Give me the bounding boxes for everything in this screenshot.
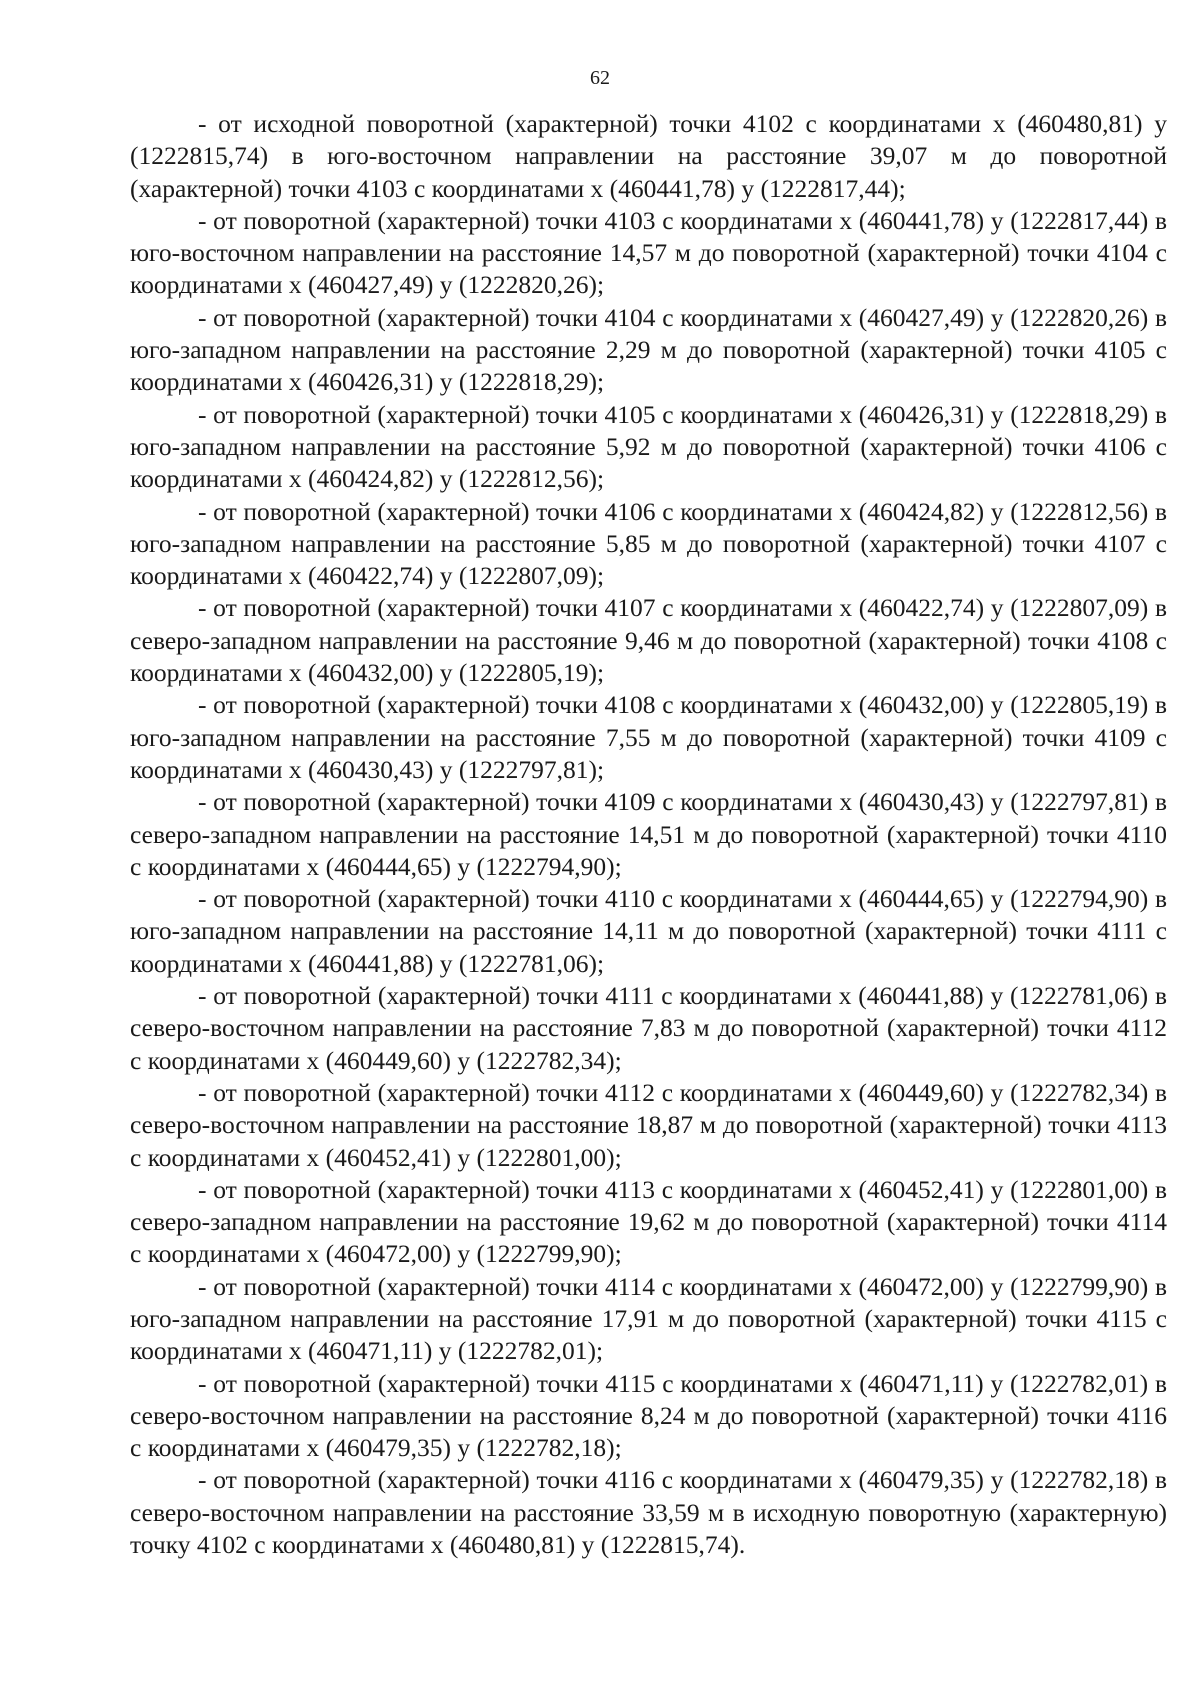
boundary-segment-paragraph: - от поворотной (характерной) точки 4111 с координатами х (460441,88) у (1222781,06) в северо-восточном направлении на расстояние 7,83 м до поворотной (характерной) точки 4112 с координатами х (460449,60) у (1222782,34); — [130, 981, 1167, 1075]
boundary-segment-paragraph: - от поворотной (характерной) точки 4109 с координатами х (460430,43) у (1222797,81) в северо-западном направлении на расстояние 14,51 м до поворотной (характерной) точки 4110 с координатами х (460444,65) у (1222794,90); — [130, 787, 1167, 881]
boundary-segment-paragraph: - от поворотной (характерной) точки 4114 с координатами х (460472,00) у (1222799,90) в юго-западном направлении на расстояние 17,91 м до поворотной (характерной) точки 4115 с координатами х (460471,11) у (1222782,01); — [130, 1271, 1167, 1366]
boundary-segment-paragraph: - от поворотной (характерной) точки 4106 с координатами х (460424,82) у (1222812,56) в юго-западном направлении на расстояние 5,85 м до поворотной (характерной) точки 4107 с координатами х (460422,74) у (1222807,09); — [130, 496, 1167, 591]
boundary-segment-paragraph-final: - от поворотной (характерной) точки 4116 с координатами х (460479,35) у (1222782,18) в северо-восточном направлении на расстояние 33,59 м в исходную поворотную (характерную) точку 4102 с координатами х (460480,81) у (1222815,74). — [130, 1465, 1167, 1560]
page-number: 62 — [590, 67, 610, 89]
document-body — [130, 108, 1167, 1561]
boundary-segment-paragraph: - от поворотной (характерной) точки 4103 с координатами х (460441,78) у (1222817,44) в юго-восточном направлении на расстояние 14,57 м до поворотной (характерной) точки 4104 с координатами х (460427,49) у (1222820,26); — [130, 205, 1167, 300]
boundary-segment-paragraph: - от поворотной (характерной) точки 4104 с координатами х (460427,49) у (1222820,26) в юго-западном направлении на расстояние 2,29 м до поворотной (характерной) точки 4105 с координатами х (460426,31) у (1222818,29); — [130, 302, 1167, 397]
boundary-segment-paragraph: - от поворотной (характерной) точки 4113 с координатами х (460452,41) у (1222801,00) в северо-западном направлении на расстояние 19,62 м до поворотной (характерной) точки 4114 с координатами х (460472,00) у (1222799,90); — [130, 1174, 1167, 1269]
boundary-segment-paragraph: - от поворотной (характерной) точки 4110 с координатами х (460444,65) у (1222794,90) в юго-западном направлении на расстояние 14,11 м до поворотной (характерной) точки 4111 с координатами х (460441,88) у (1222781,06); — [130, 884, 1167, 978]
boundary-segment-paragraph: - от поворотной (характерной) точки 4107 с координатами х (460422,74) у (1222807,09) в северо-западном направлении на расстояние 9,46 м до поворотной (характерной) точки 4108 с координатами х (460432,00) у (1222805,19); — [130, 593, 1167, 688]
boundary-segment-paragraph: - от исходной поворотной (характерной) точки 4102 с координатами х (460480,81) у (1222815,74) в юго-восточном направлении на расстояние 39,07 м до поворотной (характерной) точки 4103 с координатами х (460441,78) у (1222817,44); — [130, 109, 1167, 203]
boundary-segment-paragraph: - от поворотной (характерной) точки 4108 с координатами х (460432,00) у (1222805,19) в юго-западном направлении на расстояние 7,55 м до поворотной (характерной) точки 4109 с координатами х (460430,43) у (1222797,81); — [130, 690, 1167, 784]
boundary-segment-paragraph: - от поворотной (характерной) точки 4115 с координатами х (460471,11) у (1222782,01) в северо-восточном направлении на расстояние 8,24 м до поворотной (характерной) точки 4116 с координатами х (460479,35) у (1222782,18); — [130, 1368, 1167, 1463]
boundary-segment-paragraph: - от поворотной (характерной) точки 4112 с координатами х (460449,60) у (1222782,34) в северо-восточном направлении на расстояние 18,87 м до поворотной (характерной) точки 4113 с координатами х (460452,41) у (1222801,00); — [130, 1077, 1167, 1172]
boundary-segment-paragraph: - от поворотной (характерной) точки 4105 с координатами х (460426,31) у (1222818,29) в юго-западном направлении на расстояние 5,92 м до поворотной (характерной) точки 4106 с координатами х (460424,82) у (1222812,56); — [130, 399, 1167, 494]
